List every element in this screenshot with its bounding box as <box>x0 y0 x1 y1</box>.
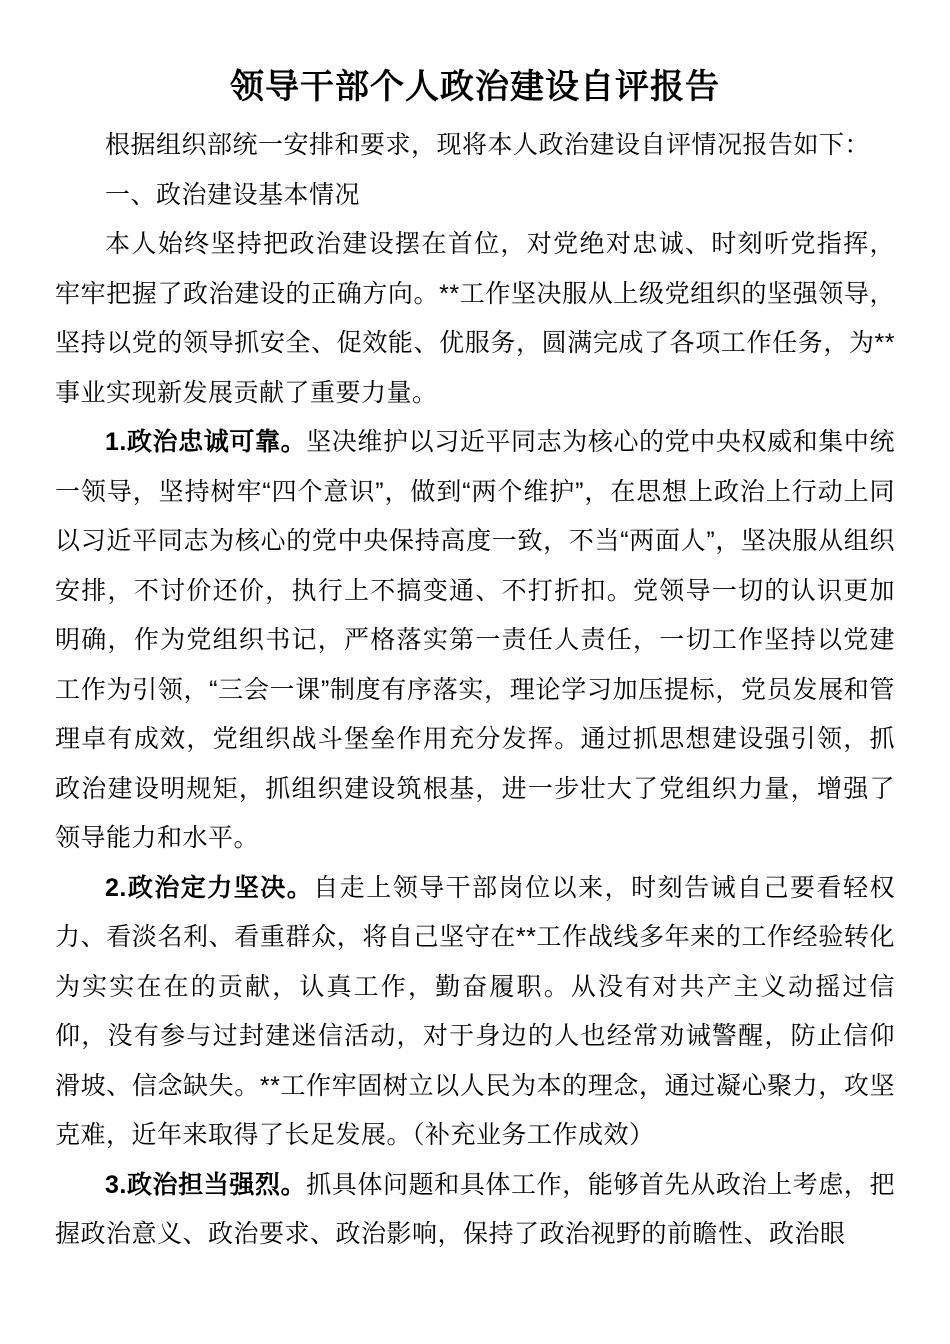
paragraph <box>55 220 895 418</box>
paragraph-text: 根据组织部统一安排和要求，现将本人政治建设自评情况报告如下： <box>105 131 871 159</box>
paragraph-lead: 2.政治定力坚决。 <box>105 873 314 902</box>
paragraph-text: 一、政治建设基本情况 <box>105 180 361 209</box>
paragraph-text: 坚决维护以习近平同志为核心的党中央权威和集中统一领导，坚持树牢“四个意识”，做到“两个维护”，在思想上政治上行动上同以习近平同志为核心的党中央保持高度一致，不当“两面人”，坚决服从组织安排，不讨价还价，执行上不搞变通、不打折扣。党领导一切的认识更加明确，作为党组织书记，严格落实第一责任人责任，一切工作坚持以党建工作为引领，“三会一课”制度有序落实，理论学习加压提标，党员发展和管理卓有成效，党组织战斗堡垒作用充分发挥。通过抓思想建设强引领，抓政治建设明规矩，抓组织建设筑根基，进一步壮大了党组织力量，增强了领导能力和水平。 <box>55 428 895 852</box>
paragraph <box>55 864 895 1161</box>
paragraph <box>55 418 895 864</box>
paragraph <box>55 171 895 221</box>
paragraph-text: 本人始终坚持把政治建设摆在首位，对党绝对忠诚、时刻听党指挥，牢牢把握了政治建设的正确方向。**工作坚决服从上级党组织的坚强领导，坚持以党的领导抓安全、促效能、优服务，圆满完成了各项工作任务，为**事业实现新发展贡献了重要力量。 <box>55 230 895 407</box>
paragraph-text: 抓具体问题和具体工作，能够首先从政治上考虑，把握政治意义、政治要求、政治影响，保持了政治视野的前瞻性、政治眼 <box>55 1170 895 1248</box>
paragraph-text: 自走上领导干部岗位以来，时刻告诫自己要看轻权力、看淡名利、看重群众，将自己坚守在**工作战线多年来的工作经验转化为实实在在的贡献，认真工作，勤奋履职。从没有对共产主义动摇过信仰，没有参与过封建迷信活动，对于身边的人也经常劝诫警醒，防止信仰滑坡、信念缺失。**工作牢固树立以人民为本的理念，通过凝心聚力，攻坚克难，近年来取得了长足发展。（补充业务工作成效） <box>55 873 895 1149</box>
paragraph <box>55 1161 895 1260</box>
document-title: 领导干部个人政治建设自评报告 <box>230 68 720 106</box>
paragraph-lead: 1.政治忠诚可靠。 <box>105 428 307 456</box>
paragraph <box>55 121 895 171</box>
document-body <box>55 121 895 1260</box>
paragraph-lead: 3.政治担当强烈。 <box>105 1170 307 1199</box>
